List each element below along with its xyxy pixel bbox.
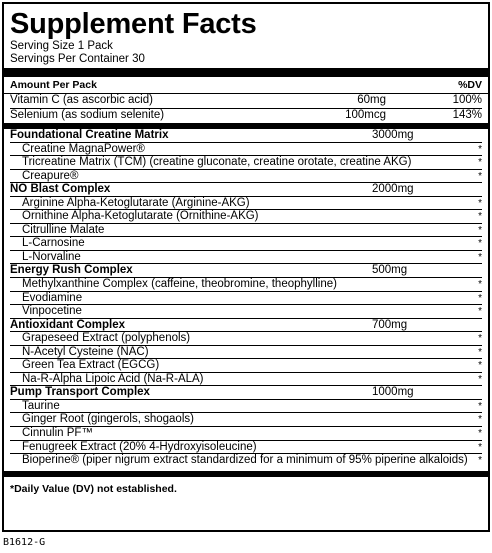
serving-size: Serving Size 1 Pack [10,40,113,52]
nutrient-amount: 100mcg [345,108,386,121]
ingredient-name: N-Acetyl Cysteine (NAC) [22,345,149,358]
ingredient-dv: * [478,211,482,223]
bottom-divider [4,471,488,477]
blend-amount: 3000mg [372,129,414,141]
ingredient-name: Tricreatine Matrix (TCM) (creatine gluconate, creatine orotate, creatine AKG) [22,156,412,169]
blend-header-row [10,183,482,197]
ingredient-row [10,224,482,238]
ingredient-row [10,156,482,170]
ingredient-name: Na-R-Alpha Lipoic Acid (Na-R-ALA) [22,372,204,385]
blend-amount: 2000mg [372,183,414,196]
ingredient-dv: * [478,441,482,453]
supplement-facts-panel [2,2,490,532]
ingredient-dv: * [478,170,482,182]
blend-header-row [10,386,482,400]
blend-name: Antioxidant Complex [10,318,126,331]
nutrient-row [10,109,482,124]
ingredient-name: Green Tea Extract (EGCG) [22,359,160,372]
ingredient-name: L-Carnosine [22,237,85,250]
ingredient-row [10,454,482,468]
ingredient-row [10,400,482,414]
ingredient-dv: * [478,400,482,412]
ingredient-row [10,292,482,306]
ingredient-row [10,427,482,441]
ingredient-row [10,441,482,455]
ingredient-row [10,346,482,360]
ingredient-dv: * [478,238,482,250]
ingredient-name: Creapure® [22,169,79,182]
thick-divider [4,68,488,77]
nutrient-dv: 100% [452,94,482,106]
blend-name: Foundational Creatine Matrix [10,129,169,141]
blend-amount: 500mg [372,264,408,277]
ingredient-row [10,359,482,373]
blend-name: NO Blast Complex [10,183,111,196]
footnote: *Daily Value (DV) not established. [10,482,177,495]
nutrient-name: Selenium (as sodium selenite) [10,108,165,121]
blend-name: Pump Transport Complex [10,386,150,399]
ingredient-row [10,237,482,251]
ingredient-row [10,373,482,387]
ingredient-groups [10,129,482,468]
ingredient-dv: * [478,292,482,304]
ingredient-row [10,251,482,265]
ingredient-dv: * [478,224,482,236]
amount-per-label: Amount Per Pack [10,79,97,91]
ingredient-row [10,332,482,346]
blend-header-row [10,129,482,143]
nutrient-name: Vitamin C (as ascorbic acid) [10,94,153,106]
blend-amount: 700mg [372,318,408,331]
ingredient-name: Bioperine® (piper nigrum extract standardized for a minimum of 95% piperine alkaloids) [22,454,468,467]
blend-header-row [10,319,482,333]
column-header [4,77,488,94]
ingredient-name: Grapeseed Extract (polyphenols) [22,332,191,345]
ingredient-dv: * [478,346,482,358]
blend-amount: 1000mg [372,386,414,399]
ingredient-dv: * [478,360,482,372]
ingredient-row [10,305,482,319]
ingredient-dv: * [478,428,482,440]
servings-per-container: Servings Per Container 30 [10,53,145,65]
ingredient-dv: * [478,143,482,155]
product-code: B1612-G [3,537,46,548]
ingredient-row [10,210,482,224]
ingredient-name: Ginger Root (gingerols, shogaols) [22,413,194,426]
ingredient-name: Evodiamine [22,291,83,304]
nutrient-dv: 143% [452,108,482,121]
ingredient-row [10,170,482,184]
panel-title: Supplement Facts [10,8,257,40]
ingredient-dv: * [478,455,482,467]
ingredient-name: Cinnulin PF™ [22,427,93,440]
ingredient-dv: * [478,251,482,263]
ingredient-row [10,278,482,292]
ingredient-name: Taurine [22,399,60,412]
ingredient-name: L-Norvaline [22,250,81,263]
ingredient-name: Methylxanthine Complex (caffeine, theobromine, theophylline) [22,278,337,291]
dv-label: %DV [458,79,482,91]
ingredient-row [10,413,482,427]
vitamin-rows [10,94,482,123]
ingredient-dv: * [478,157,482,169]
ingredient-row [10,197,482,211]
ingredient-row [10,143,482,157]
ingredient-dv: * [478,306,482,318]
ingredient-dv: * [478,197,482,209]
ingredient-dv: * [478,373,482,385]
nutrient-row [10,94,482,109]
ingredient-name: Citrulline Malate [22,223,105,236]
blend-header-row [10,264,482,278]
blend-name: Energy Rush Complex [10,264,133,277]
ingredient-dv: * [478,333,482,345]
ingredient-name: Arginine Alpha-Ketoglutarate (Arginine-AKG) [22,196,250,209]
ingredient-name: Vinpocetine [22,305,82,318]
ingredient-dv: * [478,414,482,426]
nutrient-amount: 60mg [357,94,386,106]
ingredient-name: Fenugreek Extract (20% 4-Hydroxyisoleucine) [22,440,257,453]
ingredient-dv: * [478,279,482,291]
ingredient-name: Ornithine Alpha-Ketoglutarate (Ornithine-AKG) [22,210,259,223]
ingredient-name: Creatine MagnaPower® [22,142,145,155]
